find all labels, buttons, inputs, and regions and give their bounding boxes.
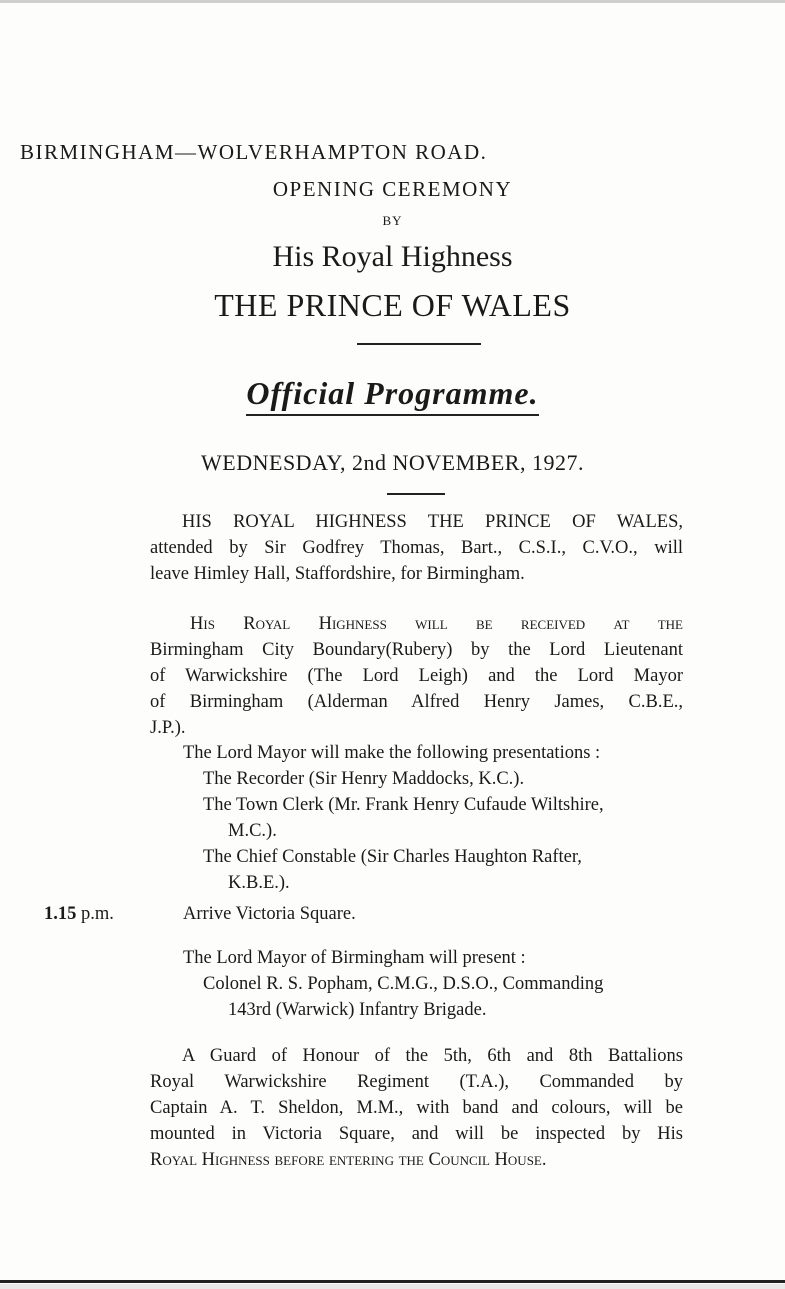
list-item-continuation: K.B.E.).: [228, 873, 290, 893]
by-label: BY: [382, 213, 403, 228]
presentations-list: [183, 740, 683, 896]
text-line: Royal Warwickshire Regiment (T.A.), Commanded by: [150, 1072, 683, 1092]
list-item: The Chief Constable (Sir Charles Haughton Rafter,: [203, 847, 582, 867]
event-subtitle: OPENING CEREMONY: [272, 177, 513, 201]
page-bottom-margin: [0, 1284, 785, 1289]
royal-name: THE PRINCE OF WALES: [214, 287, 571, 323]
list-item: The Town Clerk (Mr. Frank Henry Cufaude Wiltshire,: [203, 795, 604, 815]
text-line: Captain A. T. Sheldon, M.M., with band and colours, will be: [150, 1098, 683, 1118]
programme-heading: [0, 375, 785, 416]
time-value: 1.15: [44, 904, 77, 924]
time-suffix: p.m.: [81, 904, 114, 924]
text-line: HIS ROYAL HIGHNESS THE PRINCE OF WALES,: [182, 512, 683, 532]
list-item-continuation: 143rd (Warwick) Infantry Brigade.: [228, 1000, 487, 1020]
page-top-edge: [0, 0, 785, 3]
programme-title: Official Programme.: [246, 375, 538, 416]
page-bottom-edge: [0, 1280, 785, 1283]
text-line: Birmingham City Boundary(Rubery) by the Lord Lieutenant: [150, 640, 683, 660]
event-title: BIRMINGHAM—WOLVERHAMPTON ROAD.: [20, 140, 488, 164]
programme-date: WEDNESDAY, 2nd NOVEMBER, 1927.: [201, 450, 584, 475]
text-line: His Royal Highness will be received at the: [190, 614, 683, 634]
divider-rule: [357, 343, 481, 345]
text-line: leave Himley Hall, Staffordshire, for Birmingham.: [150, 564, 525, 584]
text-line: A Guard of Honour of the 5th, 6th and 8th Battalions: [182, 1046, 683, 1066]
presentation-block: [183, 945, 683, 1023]
text-line: of Warwickshire (The Lord Leigh) and the Lord Mayor: [150, 666, 683, 686]
honorific: His Royal Highness: [272, 240, 513, 273]
text-line: mounted in Victoria Square, and will be inspected by His: [150, 1124, 683, 1144]
schedule-event: Arrive Victoria Square.: [183, 904, 356, 924]
schedule-time: [44, 904, 114, 925]
paragraph-departure: [150, 509, 683, 587]
list-item: Colonel R. S. Popham, C.M.G., D.S.O., Commanding: [203, 974, 604, 994]
paragraph-reception: [150, 611, 683, 741]
text-line: Royal Highness before entering the Council House.: [150, 1150, 547, 1170]
list-item: The Recorder (Sir Henry Maddocks, K.C.).: [203, 769, 525, 789]
list-item-continuation: M.C.).: [228, 821, 277, 841]
list-intro: The Lord Mayor will make the following presentations :: [183, 743, 601, 763]
text-line: of Birmingham (Alderman Alfred Henry James, C.B.E.,: [150, 692, 683, 712]
list-intro: The Lord Mayor of Birmingham will present :: [183, 948, 526, 968]
text-line: attended by Sir Godfrey Thomas, Bart., C.S.I., C.V.O., will: [150, 538, 683, 558]
paragraph-guard-of-honour: [150, 1043, 683, 1173]
divider-rule-short: [387, 493, 445, 495]
text-line: J.P.).: [150, 718, 186, 738]
